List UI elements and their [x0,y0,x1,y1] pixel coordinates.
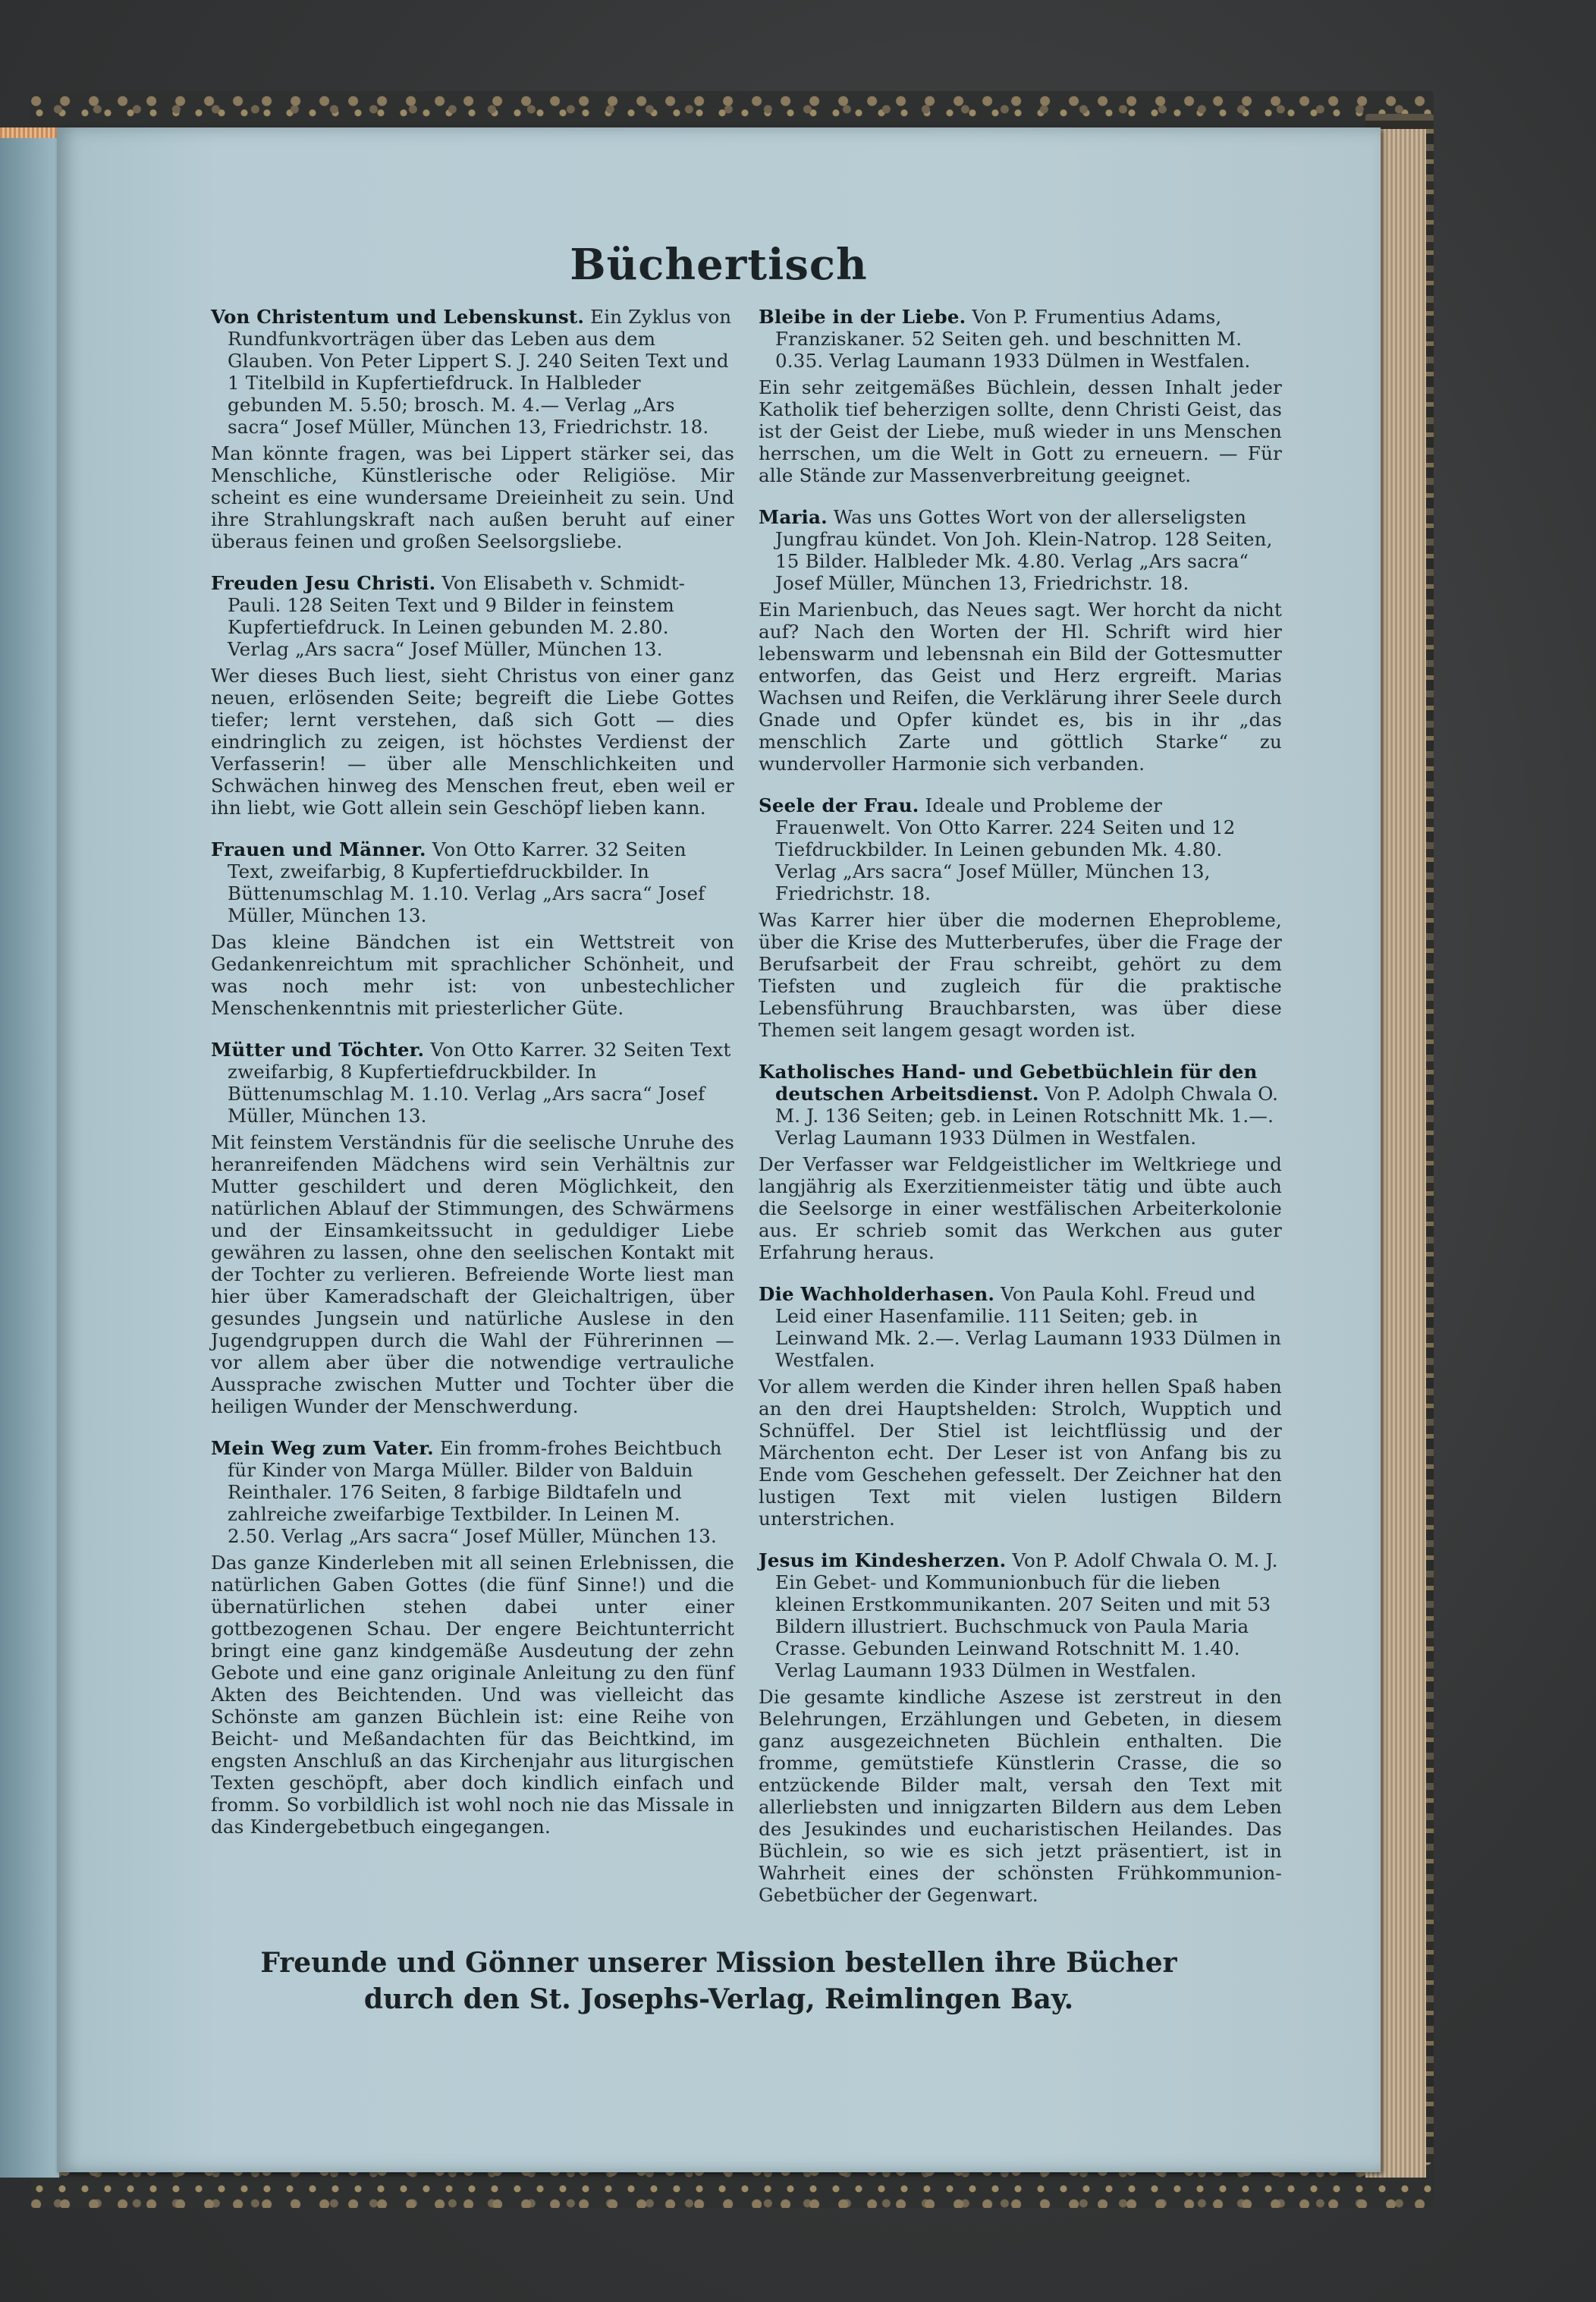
entry-header [211,572,734,660]
footer-note [57,1945,1381,2017]
entry-title: Bleibe in der Liebe. [759,306,966,328]
right-column [759,306,1282,1926]
entry-title: Mein Weg zum Vater. [211,1437,434,1459]
entry-review: Vor allem werden die Kinder ihren hellen Spaß haben an den drei Hauptshelden: Strolch, Wupptich und Schnüffel. Der Stiel ist leichtflüssig und der Märchenton echt. Der Leser ist von Anfang bis zu Ende vom Geschehen gefesselt. Der Zeichner hat den lustigen Text mit vielen lustigen Bildern unterstrichen. [759,1376,1282,1530]
book-entry [759,306,1282,486]
entry-title: Seele der Frau. [759,794,919,816]
entry-details: Von Paula Kohl. Freud und Leid einer Hasenfamilie. 111 Seiten; geb. in Leinwand Mk. 2.—. Verlag Laumann 1933 Dülmen in Westfalen. [775,1283,1282,1371]
book-entry [211,838,734,1019]
book-entry [211,572,734,819]
entry-header [759,506,1282,594]
entry-review: Der Verfasser war Feldgeistlicher im Weltkriege und langjährig als Exerzitienmeister tätig und übte auch die Seelsorge in einer westfälischen Arbeiterkolonie aus. Er schrieb somit das Werkchen aus guter Erfahrung heraus. [759,1153,1282,1263]
book-entry [759,506,1282,775]
entry-title: Frauen und Männer. [211,838,426,860]
left-column [211,306,734,1857]
entry-header [211,838,734,926]
entry-title: Katholisches Hand- und Gebetbüchlein für den deutschen Arbeitsdienst. [759,1061,1258,1105]
book-entry [211,1437,734,1838]
book-entry [759,794,1282,1041]
entry-details: Was uns Gottes Wort von der allerseligsten Jungfrau kündet. Von Joh. Klein-Natrop. 128 Seiten, 15 Bilder. Halbleder Mk. 4.80. Verlag „Ars sacra“ Josef Müller, München 13, Friedrichstr. 18. [775,506,1273,594]
entry-header [211,306,734,438]
entry-header [759,1283,1282,1371]
entry-review: Das ganze Kinderleben mit all seinen Erlebnissen, die natürlichen Gaben Gottes (die fünf Sinne!) und die übernatürlichen stehen dabei unter einer gottbezogenen Schau. Der engere Beichtunterricht bringt eine ganz kindgemäße Ausdeutung der zehn Gebote und eine ganz originale Anleitung zu den fünf Akten des Beichtenden. Und was vielleicht das Schönste am ganzen Büchlein ist: eine Reihe von Beicht- und Meßandachten für das Beichtkind, im engsten Anschluß an das Kirchenjahr aus liturgischen Texten geschöpft, aber doch kindlich einfach und fromm. So vorbildlich ist wohl noch nie das Missale in das Kindergebetbuch eingegangen. [211,1552,734,1838]
entry-details: Von Elisabeth v. Schmidt-Pauli. 128 Seiten Text und 9 Bilder in feinstem Kupfertiefdruck. In Leinen gebunden M. 2.80. Verlag „Ars sacra“ Josef Müller, München 13. [228,572,686,660]
entry-review: Was Karrer hier über die modernen Eheprobleme, über die Krise des Mutterberufes, über die Frage der Berufsarbeit der Frau schreibt, gehört zu dem Tiefsten und zugleich für die praktische Lebensführung Brauchbarsten, was über diese Themen seit langem gesagt worden ist. [759,909,1282,1041]
entry-header [759,794,1282,904]
footer-line: Freunde und Gönner unserer Mission bestellen ihre Bücher [260,1947,1177,1979]
entry-details: Von Otto Karrer. 32 Seiten Text, zweifarbig, 8 Kupfertiefdruckbilder. In Büttenumschlag M. 1.10. Verlag „Ars sacra“ Josef Müller, München 13. [228,838,705,926]
entry-title: Mütter und Töchter. [211,1039,425,1061]
book-entry [759,1549,1282,1906]
entry-title: Von Christentum und Lebenskunst. [211,306,585,328]
page-title: Büchertisch [570,240,868,290]
entry-review: Ein Marienbuch, das Neues sagt. Wer horcht da nicht auf? Nach den Worten der Hl. Schrift wird hier lebenswarm und lebensnah ein Bild der Gottesmutter entworfen, das Geist und Herz ergreift. Marias Wachsen und Reifen, die Verklärung ihrer Seele durch Gnade und Opfer kündet es, bis in ihr „das menschlich Zarte und göttlich Starke“ zu wundervoller Harmonie sich verbanden. [759,599,1282,775]
entry-header [759,1549,1282,1681]
entry-review: Mit feinstem Verständnis für die seelische Unruhe des heranreifenden Mädchens wird sein Verhältnis zur Mutter geschildert und deren Möglichkeit, den natürlichen Ablauf der Stimmungen, des Schwärmens und der Einsamkeitssucht in geduldiger Liebe gewähren zu lassen, ohne den seelischen Kontakt mit der Tochter zu verlieren. Befreiende Worte liest man hier über Kameradschaft der Gleichaltrigen, über gesundes Jungsein und natürliche Auslese in den Jugendgruppen durch die Wahl der Führerinnen — vor allem aber über die notwendige vertrauliche Aussprache zwischen Mutter und Tochter über die heiligen Wunder der Menschwerdung. [211,1131,734,1417]
entry-title: Jesus im Kindesherzen. [759,1549,1007,1571]
footer-line: durch den St. Josephs-Verlag, Reimlingen Bay. [363,1983,1074,2015]
book-entry [211,1039,734,1417]
entry-review: Ein sehr zeitgemäßes Büchlein, dessen Inhalt jeder Katholik tief beherzigen sollte, denn Christi Geist, das ist der Geist der Liebe, muß wieder in uns Menschen herrschen, um die Welt in Gott zu erneuern. — Für alle Stände zur Massenverbreitung geeignet. [759,376,1282,486]
entry-review: Man könnte fragen, was bei Lippert stärker sei, das Menschliche, Künstlerische oder Religiöse. Mir scheint es eine wundersame Dreieinheit zu sein. Und ihre Strahlungskraft nach außen beruht auf einer überaus feinen und großen Seelsorgsliebe. [211,442,734,552]
entry-title: Die Wachholderhasen. [759,1283,995,1305]
facing-page-edge [0,129,59,2178]
entry-header [211,1437,734,1547]
entry-title: Maria. [759,506,828,528]
entry-details: Von Otto Karrer. 32 Seiten Text zweifarbig, 8 Kupfertiefdruckbilder. In Büttenumschlag M. 1.10. Verlag „Ars sacra“ Josef Müller, München 13. [228,1039,731,1127]
entry-header [759,306,1282,372]
entry-header [759,1061,1282,1149]
entry-details: Ein fromm-frohes Beichtbuch für Kinder von Marga Müller. Bilder von Balduin Reinthaler. 176 Seiten, 8 farbige Bildtafeln und zahlreiche zweifarbige Textbilder. In Leinen M. 2.50. Verlag „Ars sacra“ Josef Müller, München 13. [228,1437,722,1547]
entry-review: Wer dieses Buch liest, sieht Christus von einer ganz neuen, erlösenden Seite; begreift die Liebe Gottes tiefer; lernt verstehen, daß sich Gott — dies eindringlich zu zeigen, ist höchstes Verdienst der Verfasserin! — über alle Menschlichkeiten und Schwächen hinweg des Menschen freut, eben weil er ihn liebt, wie Gott allein sein Geschöpf lieben kann. [211,665,734,819]
book-entry [759,1061,1282,1263]
entry-title: Freuden Jesu Christi. [211,572,436,594]
entry-review: Das kleine Bändchen ist ein Wettstreit von Gedankenreichtum mit sprachlicher Schönheit, und was noch mehr ist: von unbestechlicher Menschenkenntnis mit priesterlicher Güte. [211,931,734,1019]
book-page [57,127,1381,2172]
book-entry [211,306,734,552]
entry-details: Von P. Frumentius Adams, Franziskaner. 52 Seiten geh. und beschnitten M. 0.35. Verlag Laumann 1933 Dülmen in Westfalen. [775,306,1251,372]
entry-details: Ideale und Probleme der Frauenwelt. Von Otto Karrer. 224 Seiten und 12 Tiefdruckbilder. In Leinen gebunden Mk. 4.80. Verlag „Ars sacra“ Josef Müller, München 13, Friedrichstr. 18. [775,794,1236,904]
entry-details: Ein Zyklus von Rundfunkvorträgen über das Leben aus dem Glauben. Von Peter Lippert S. J. 240 Seiten Text und 1 Titelbild in Kupfertiefdruck. In Halbleder gebunden M. 5.50; brosch. M. 4.— Verlag „Ars sacra“ Josef Müller, München 13, Friedrichstr. 18. [228,306,732,438]
book-entry [759,1283,1282,1530]
entry-header [211,1039,734,1127]
entry-review: Die gesamte kindliche Aszese ist zerstreut in den Belehrungen, Erzählungen und Gebeten, in diesem ganz ausgezeichneten Büchlein enthalten. Die fromme, gemütstiefe Künstlerin Crasse, die so entzückende Bilder malt, versah den Text mit allerliebsten und innigzarten Bildern aus dem Leben des Jesukindes und eucharistischen Heilandes. Das Büchlein, so wie es sich jetzt präsentiert, ist in Wahrheit eines der schönsten Frühkommunion-Gebetbücher der Gegenwart. [759,1686,1282,1906]
entry-details: Von P. Adolf Chwala O. M. J. Ein Gebet- und Kommunionbuch für die lieben kleinen Erstkommunikanten. 207 Seiten und mit 53 Bildern illustriert. Buchschmuck von Paula Maria Crasse. Gebunden Leinwand Rotschnitt M. 1.40. Verlag Laumann 1933 Dülmen in Westfalen. [775,1549,1278,1681]
entry-details: Von P. Adolph Chwala O. M. J. 136 Seiten; geb. in Leinen Rotschnitt Mk. 1.—. Verlag Laumann 1933 Dülmen in Westfalen. [775,1083,1279,1149]
